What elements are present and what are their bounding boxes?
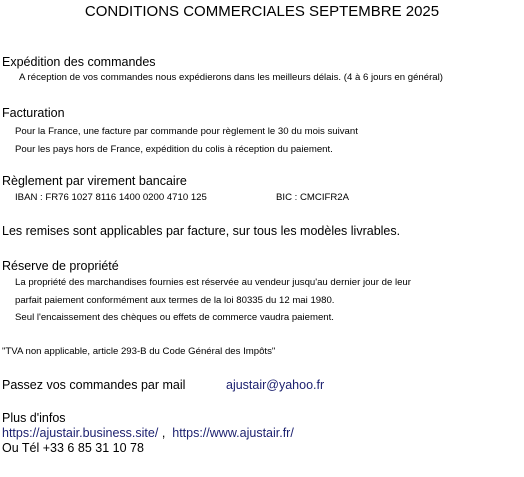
page-title: CONDITIONS COMMERCIALES SEPTEMBRE 2025 — [84, 3, 440, 20]
email-link[interactable]: ajustair@yahoo.fr — [226, 378, 325, 392]
commandes-label: Passez vos commandes par mail — [2, 378, 186, 392]
reserve-line-1: La propriété des marchandises fournies est réservée au vendeur jusqu'au dernier jour de leur — [15, 277, 411, 288]
links-separator: , — [158, 426, 173, 440]
website-link-1[interactable]: https://ajustair.business.site/ — [2, 426, 159, 440]
infos-heading: Plus d'infos — [2, 411, 66, 425]
infos-links — [2, 426, 294, 440]
website-link-2[interactable]: https://www.ajustair.fr/ — [172, 426, 294, 440]
reserve-line-3: Seul l'encaissement des chèques ou effets de commerce vaudra paiement. — [15, 312, 334, 323]
reserve-heading: Réserve de propriété — [2, 259, 119, 273]
facturation-line-2: Pour les pays hors de France, expédition du colis à réception du paiement. — [15, 144, 333, 155]
iban-text: IBAN : FR76 1027 8116 1400 0200 4710 125 — [15, 192, 207, 203]
expedition-text: A réception de vos commandes nous expédierons dans les meilleurs délais. (4 à 6 jours en général) — [19, 72, 443, 83]
remises-text: Les remises sont applicables par facture, sur tous les modèles livrables. — [2, 224, 401, 238]
bic-text: BIC : CMCIFR2A — [276, 192, 350, 203]
reserve-line-2: parfait paiement conformément aux termes de la loi 80335 du 12 mai 1980. — [15, 295, 335, 306]
expedition-heading: Expédition des commandes — [2, 55, 156, 69]
reglement-heading: Règlement par virement bancaire — [2, 174, 187, 188]
facturation-heading: Facturation — [2, 106, 65, 120]
tva-notice: "TVA non applicable, article 293-B du Code Général des Impôts" — [2, 346, 276, 357]
phone-text: Ou Tél +33 6 85 31 10 78 — [2, 441, 144, 455]
facturation-line-1: Pour la France, une facture par commande pour règlement le 30 du mois suivant — [15, 126, 358, 137]
